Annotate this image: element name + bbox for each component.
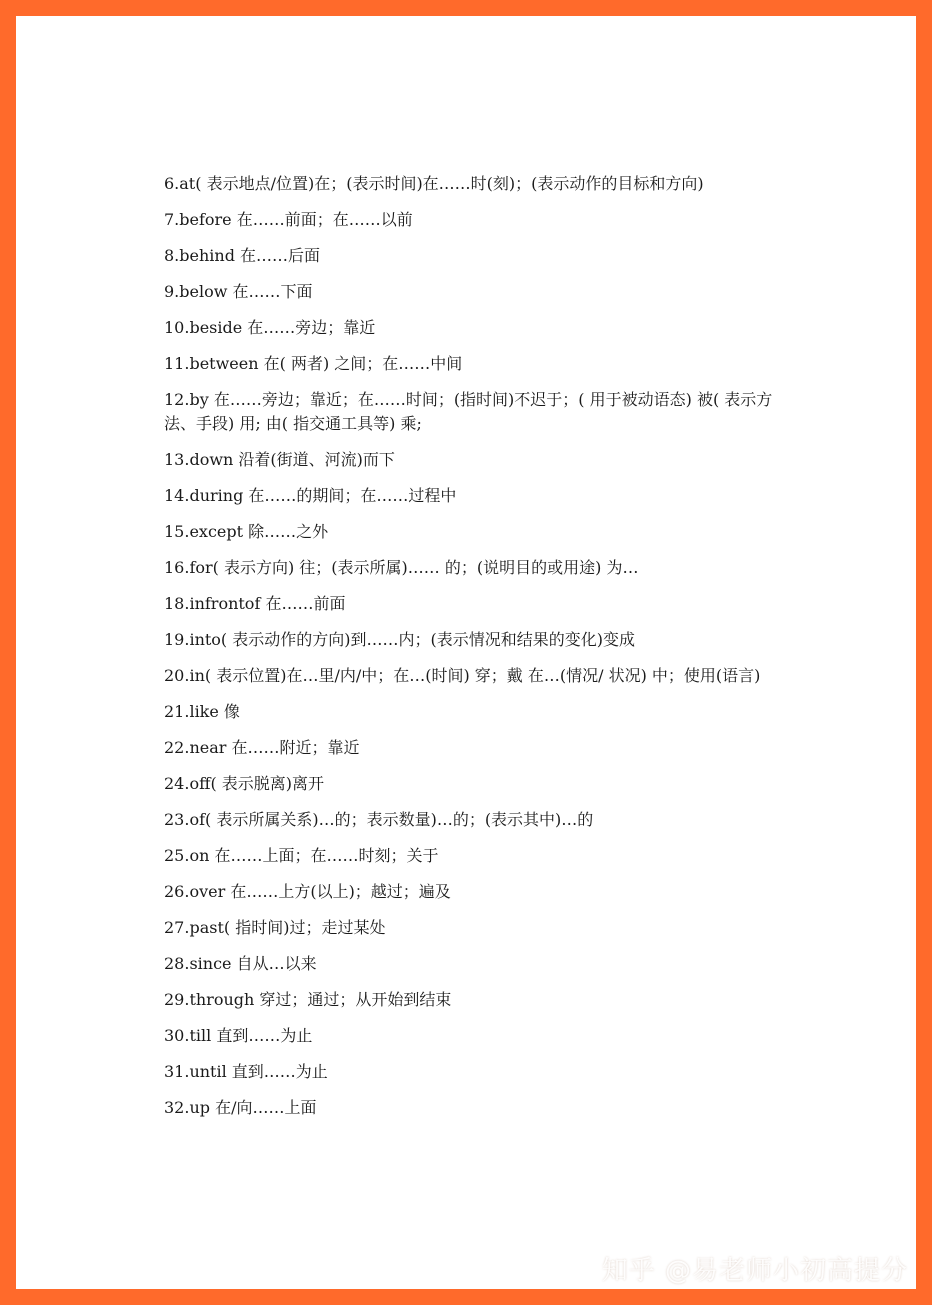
list-item: 24.off( 表示脱离)离开 <box>164 774 325 793</box>
zhihu-watermark: 知乎 @易老师小初高提分 <box>601 1256 908 1286</box>
document-page <box>16 16 916 1289</box>
list-item: 10.beside 在……旁边；靠近 <box>164 318 376 337</box>
list-item: 14.during 在……的期间；在……过程中 <box>164 486 457 505</box>
list-item: 31.until 直到……为止 <box>164 1062 328 1081</box>
list-item: 12.by 在……旁边；靠近；在……时间；(指时间)不迟于；( 用于被动语态) 被( 表示方法、手段) 用; 由( 指交通工具等) 乘; <box>164 390 773 433</box>
list-item: 18.infrontof 在……前面 <box>164 594 346 613</box>
list-item: 28.since 自从…以来 <box>164 954 317 973</box>
list-item: 21.like 像 <box>164 702 240 721</box>
list-item: 15.except 除……之外 <box>164 522 329 541</box>
list-item: 22.near 在……附近；靠近 <box>164 738 360 757</box>
list-item: 11.between 在( 两者) 之间；在……中间 <box>164 354 463 373</box>
list-item: 23.of( 表示所属关系)…的；表示数量)…的；(表示其中)…的 <box>164 810 594 829</box>
list-item: 8.behind 在……后面 <box>164 246 321 265</box>
list-item: 9.below 在……下面 <box>164 282 313 301</box>
list-item: 27.past( 指时间)过；走过某处 <box>164 918 386 937</box>
list-item: 25.on 在……上面；在……时刻；关于 <box>164 846 439 865</box>
list-item: 32.up 在/向……上面 <box>164 1098 317 1117</box>
list-item: 20.in( 表示位置)在…里/内/中；在…(时间) 穿；戴 在…(情况/ 状况) 中；使用(语言) <box>164 666 761 685</box>
list-item: 29.through 穿过；通过；从开始到结束 <box>164 990 452 1009</box>
list-item: 16.for( 表示方向) 往；(表示所属)…… 的；(说明目的或用途) 为… <box>164 558 639 577</box>
list-item: 13.down 沿着(街道、河流)而下 <box>164 450 395 469</box>
list-item: 30.till 直到……为止 <box>164 1026 313 1045</box>
list-item: 26.over 在……上方(以上)；越过；遍及 <box>164 882 451 901</box>
list-item: 6.at( 表示地点/位置)在；(表示时间)在……时(刻)；(表示动作的目标和方向) <box>164 174 704 193</box>
preposition-list <box>164 172 824 1132</box>
list-item: 7.before 在……前面；在……以前 <box>164 210 413 229</box>
list-item: 19.into( 表示动作的方向)到……内；(表示情况和结果的变化)变成 <box>164 630 635 649</box>
